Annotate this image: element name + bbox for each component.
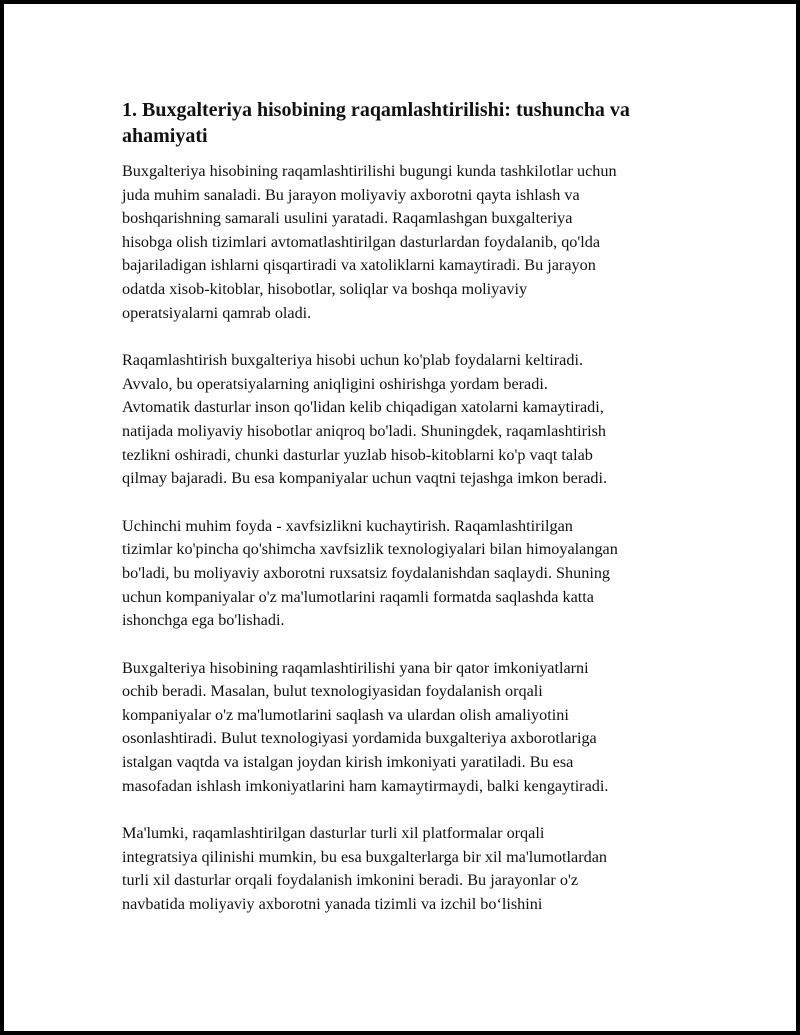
text-line: bo'ladi, bu moliyaviy axborotni ruxsatsiz foydalanishdan saqlaydi. Shuning	[122, 563, 611, 582]
paragraph-2	[122, 349, 697, 491]
text-line: masofadan ishlash imkoniyatlarini ham kamaytirmaydi, balki kengaytiradi.	[122, 776, 609, 795]
text-line: Raqamlashtirish buxgalteriya hisobi uchun ko'plab foydalarni keltiradi.	[122, 351, 584, 370]
text-line: Avvalo, bu operatsiyalarning aniqligini oshirishga yordam beradi.	[122, 374, 548, 393]
paragraph-4	[122, 657, 697, 799]
text-line: integratsiya qilinishi mumkin, bu esa buxgalterlarga bir xil ma'lumotlardan	[122, 847, 607, 866]
text-line: juda muhim sanaladi. Bu jarayon moliyaviy axborotni qayta ishlash va	[122, 185, 580, 204]
text-line: odatda xisob-kitoblar, hisobotlar, soliqlar va boshqa moliyaviy	[122, 279, 528, 298]
text-line: Ma'lumki, raqamlashtirilgan dasturlar turli xil platformalar orqali	[122, 824, 545, 843]
text-line: tizimlar ko'pincha qo'shimcha xavfsizlik texnologiyalari bilan himoyalangan	[122, 540, 618, 559]
text-line: Buxgalteriya hisobining raqamlashtirilishi bugungi kunda tashkilotlar uchun	[122, 162, 617, 180]
text-line: uchun kompaniyalar o'z ma'lumotlarini raqamli formatda saqlashda katta	[122, 587, 594, 606]
text-line: kompaniyalar o'z ma'lumotlarini saqlash va ulardan olish amaliyotini	[122, 705, 569, 724]
text-line: tezlikni oshiradi, chunki dasturlar yuzlab hisob-kitoblarni ko'p vaqt talab	[122, 445, 593, 464]
text-line: ishonchga ega bo'lishadi.	[122, 611, 285, 630]
text-line: natijada moliyaviy hisobotlar aniqroq bo'ladi. Shuningdek, raqamlashtirish	[122, 421, 606, 440]
text-line: Avtomatik dasturlar inson qo'lidan kelib chiqadigan xatolarni kamaytiradi,	[122, 398, 604, 417]
paragraph-1	[122, 160, 697, 325]
text-line: osonlashtiradi. Bulut texnologiyasi yordamida buxgalteriya axborotlariga	[122, 729, 597, 748]
section-title	[122, 97, 697, 149]
text-line: Buxgalteriya hisobining raqamlashtirilishi yana bir qator imkoniyatlarni	[122, 658, 589, 677]
text-line: istalgan vaqtda va istalgan joydan kirish imkoniyati yaratiladi. Bu esa	[122, 753, 574, 772]
text-line: navbatida moliyaviy axborotni yanada tizimli va izchil bo‘lishini	[122, 895, 543, 914]
text-line: ochib beradi. Masalan, bulut texnologiyasidan foydalanish orqali	[122, 682, 543, 701]
text-line: bajariladigan ishlarni qisqartiradi va xatoliklarni kamaytiradi. Bu jarayon	[122, 256, 596, 275]
text-line: hisobga olish tizimlari avtomatlashtirilgan dasturlardan foydalanib, qo'lda	[122, 232, 601, 251]
text-line: qilmay bajaradi. Bu esa kompaniyalar uchun vaqtni tejashga imkon beradi.	[122, 469, 608, 488]
document-body	[122, 97, 697, 941]
title-line: ahamiyati	[122, 125, 208, 147]
text-line: turli xil dasturlar orqali foydalanish imkonini beradi. Bu jarayonlar o'z	[122, 871, 579, 890]
title-line: 1. Buxgalteriya hisobining raqamlashtirilishi: tushuncha va	[122, 99, 630, 121]
paragraph-3	[122, 515, 697, 633]
text-line: operatsiyalarni qamrab oladi.	[122, 303, 312, 322]
paragraph-5	[122, 822, 697, 916]
text-line: Uchinchi muhim foyda - xavfsizlikni kuchaytirish. Raqamlashtirilgan	[122, 516, 573, 535]
text-line: boshqarishning samarali usulini yaratadi. Raqamlashgan buxgalteriya	[122, 209, 573, 228]
